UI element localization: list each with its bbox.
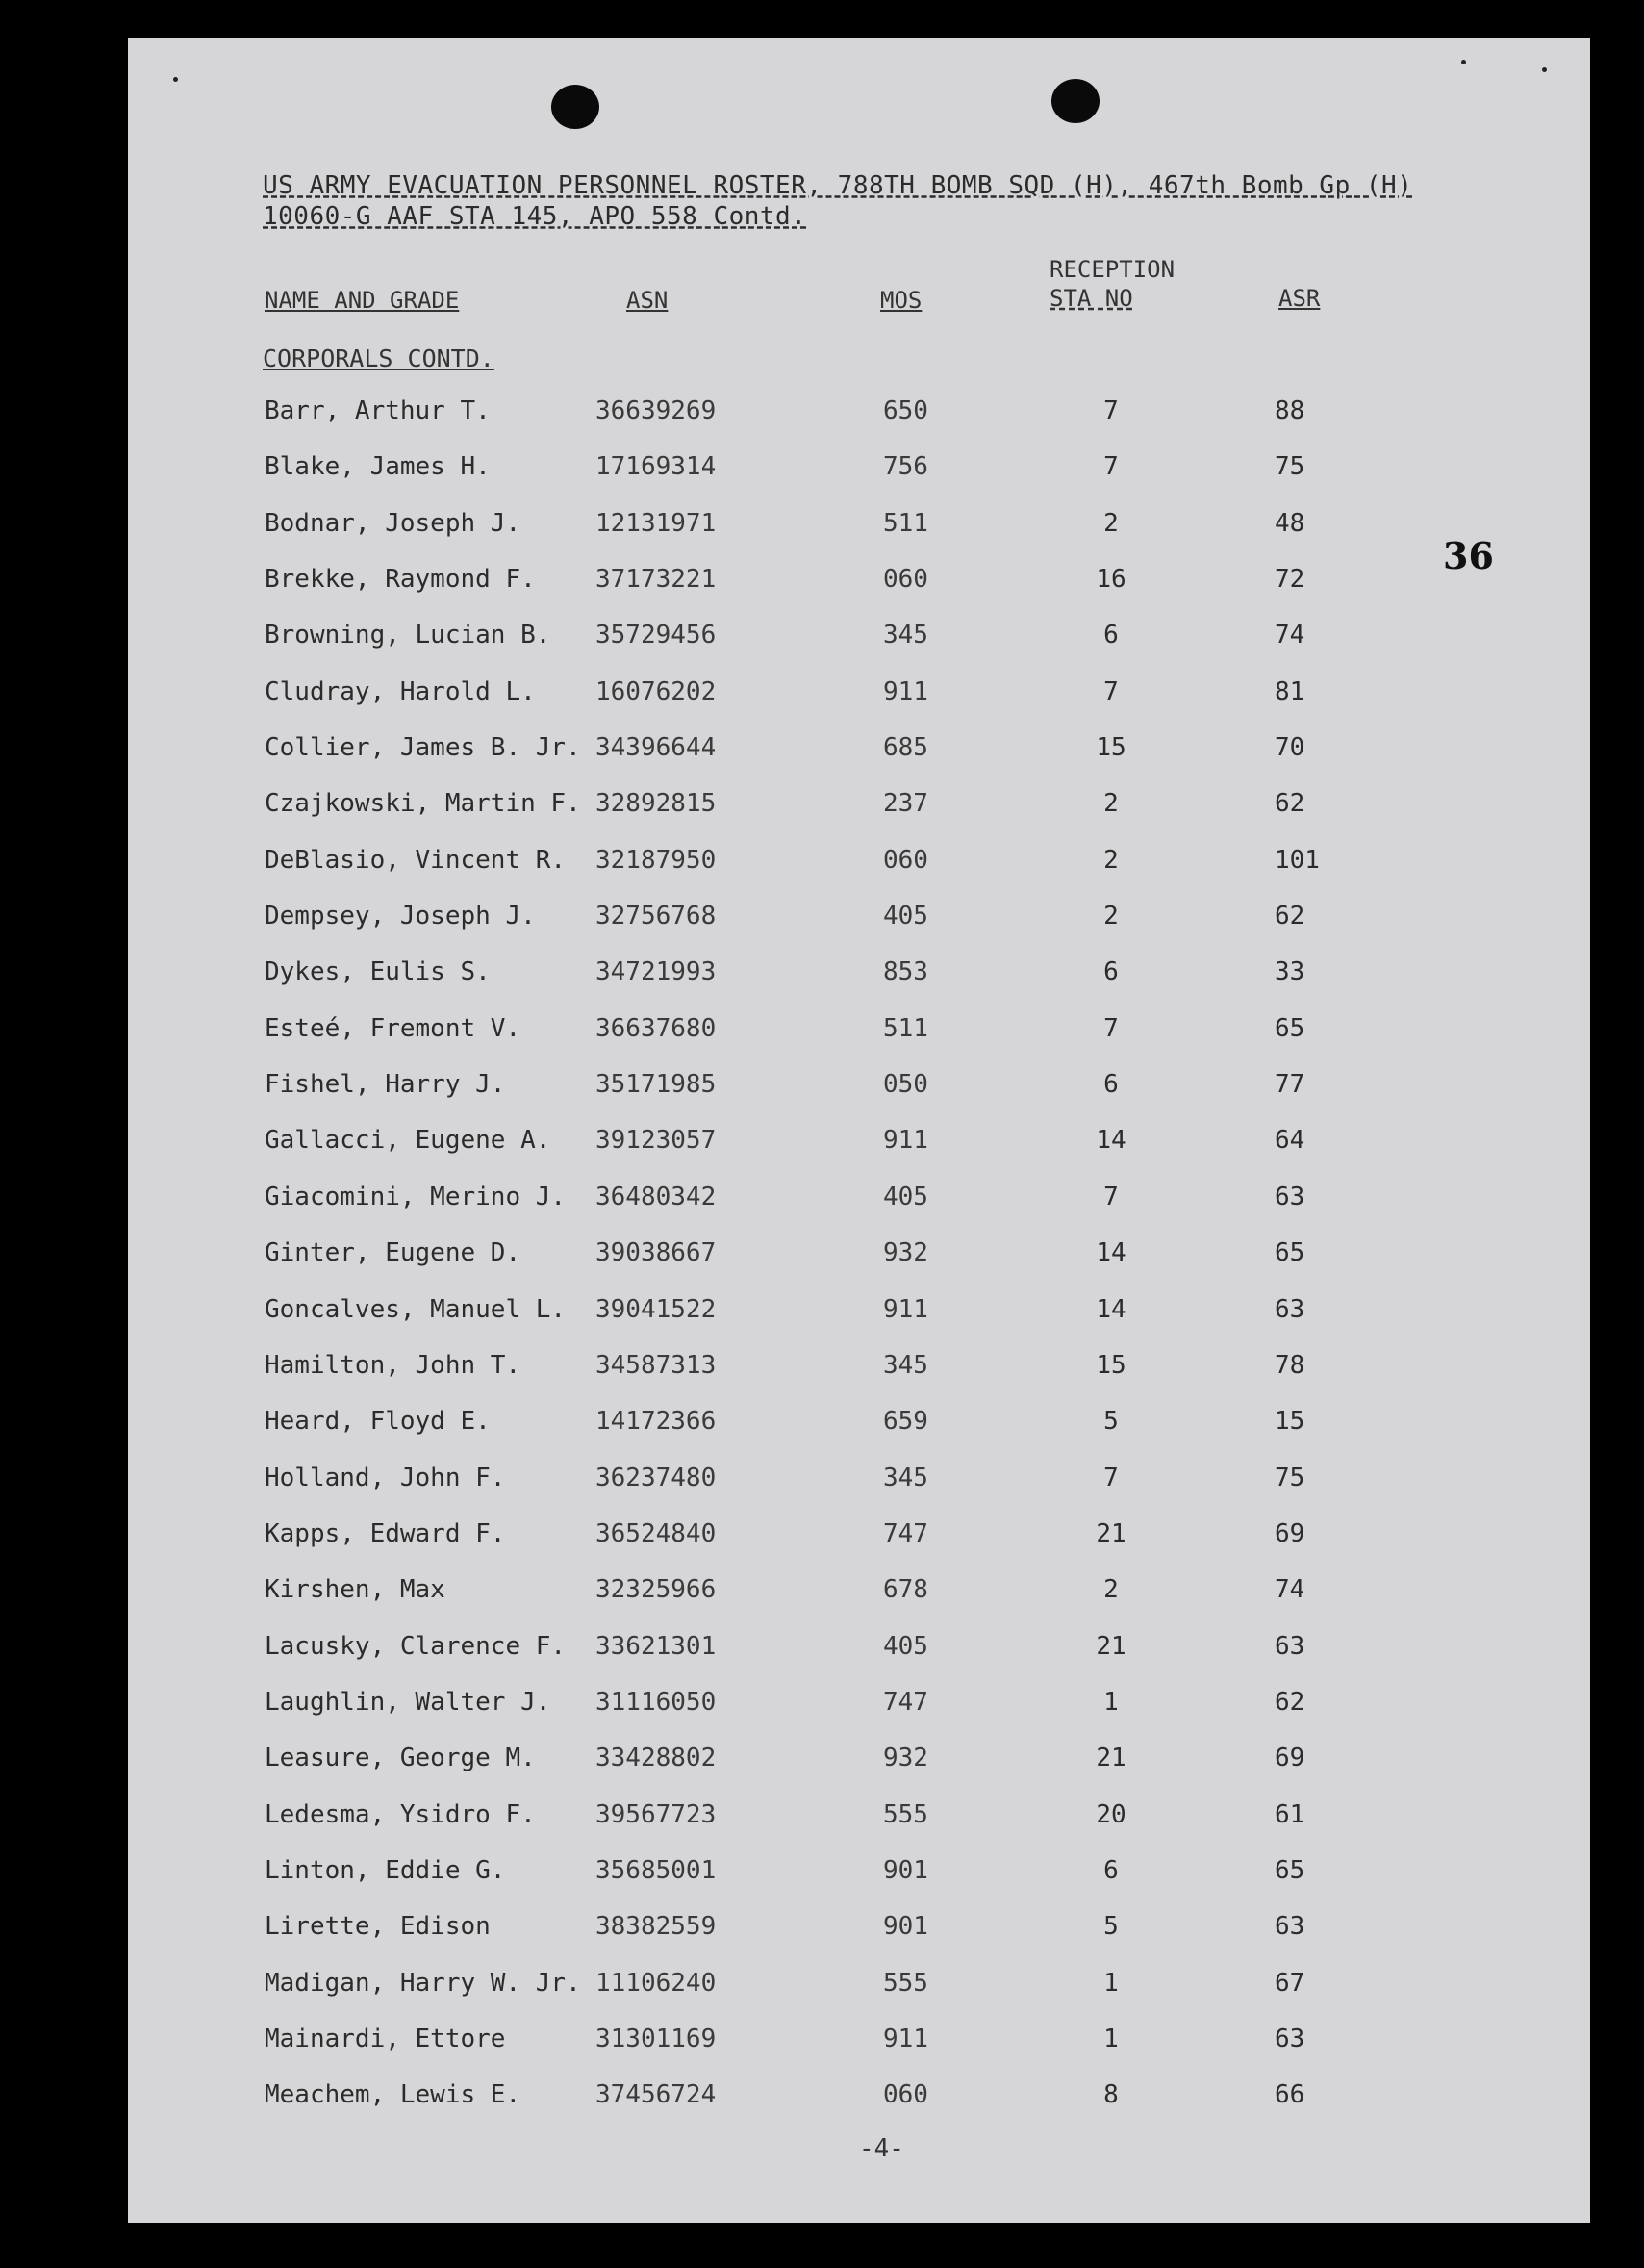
cell-reception-sta: 2 [1103,845,1119,875]
punch-hole [551,85,599,129]
cell-reception-sta: 7 [1103,1182,1119,1211]
cell-reception-sta: 6 [1103,1070,1119,1100]
cell-asr: 69 [1275,1518,1305,1548]
cell-reception-sta: 2 [1103,508,1119,538]
cell-name: Giacomini, Merino J. [265,1182,567,1211]
cell-name: Mainardi, Ettore [265,2024,506,2053]
cell-asn: 36639269 [595,396,717,425]
cell-asr: 63 [1275,1294,1305,1324]
cell-asn: 34721993 [595,957,717,987]
cell-name: Lirette, Edison [265,1912,491,1942]
cell-asr: 65 [1275,1013,1305,1043]
cell-asn: 34587313 [595,1350,717,1380]
cell-asn: 31116050 [595,1687,717,1717]
cell-asr: 62 [1275,902,1305,931]
cell-asn: 36237480 [595,1463,717,1492]
section-label: CORPORALS CONTD. [263,344,494,372]
cell-mos: 932 [883,1744,928,1773]
cell-mos: 911 [883,2024,928,2053]
cell-mos: 911 [883,1126,928,1156]
cell-mos: 932 [883,1238,928,1268]
cell-asn: 37173221 [595,565,717,595]
cell-reception-sta: 2 [1103,902,1119,931]
cell-asr: 63 [1275,1182,1305,1211]
table-row [128,1395,1590,1451]
table-row [128,834,1590,890]
cell-reception-sta: 7 [1103,452,1119,482]
cell-asn: 16076202 [595,676,717,706]
cell-asr: 66 [1275,2080,1305,2110]
cell-asr: 70 [1275,733,1305,763]
cell-name: Cludray, Harold L. [265,676,536,706]
cell-name: Barr, Arthur T. [265,396,491,425]
cell-name: Blake, James H. [265,452,491,482]
column-header-reception: RECEPTION [1050,256,1176,283]
cell-mos: 345 [883,621,928,650]
cell-reception-sta: 2 [1103,1575,1119,1605]
cell-mos: 678 [883,1575,928,1605]
cell-asr: 67 [1275,1968,1305,1998]
document-title-line-2: 10060-G AAF STA 145, APO 558 Contd. [263,202,807,231]
cell-asn: 35171985 [595,1070,717,1100]
cell-name: Gallacci, Eugene A. [265,1126,551,1156]
table-row [128,1676,1590,1732]
cell-mos: 405 [883,902,928,931]
table-row [128,1789,1590,1845]
cell-asr: 65 [1275,1238,1305,1268]
cell-asn: 32187950 [595,845,717,875]
cell-name: Dempsey, Joseph J. [265,902,536,931]
table-row [128,1508,1590,1564]
cell-mos: 901 [883,1912,928,1942]
cell-name: Meachem, Lewis E. [265,2080,521,2110]
cell-name: Hamilton, John T. [265,1350,521,1380]
table-row [128,1732,1590,1788]
table-row [128,1003,1590,1058]
cell-asn: 33428802 [595,1744,717,1773]
cell-mos: 555 [883,1799,928,1829]
cell-reception-sta: 15 [1096,1350,1126,1380]
cell-reception-sta: 21 [1096,1744,1126,1773]
cell-mos: 911 [883,1294,928,1324]
cell-reception-sta: 21 [1096,1518,1126,1548]
cell-asr: 81 [1275,676,1305,706]
cell-name: Esteé, Fremont V. [265,1013,521,1043]
cell-mos: 405 [883,1631,928,1661]
cell-mos: 901 [883,1855,928,1885]
cell-mos: 511 [883,1013,928,1043]
cell-asn: 35685001 [595,1855,717,1885]
cell-asr: 62 [1275,789,1305,819]
speck [1461,60,1466,64]
cell-mos: 345 [883,1350,928,1380]
cell-asr: 63 [1275,1631,1305,1661]
cell-name: Goncalves, Manuel L. [265,1294,567,1324]
cell-reception-sta: 15 [1096,733,1126,763]
cell-reception-sta: 5 [1103,1912,1119,1942]
cell-asr: 72 [1275,565,1305,595]
cell-asr: 15 [1275,1407,1305,1437]
speck [1542,67,1547,72]
cell-asr: 65 [1275,1855,1305,1885]
table-row [128,497,1590,553]
cell-name: Bodnar, Joseph J. [265,508,521,538]
cell-asr: 77 [1275,1070,1305,1100]
column-header-mos: MOS [880,287,923,314]
cell-mos: 050 [883,1070,928,1100]
cell-reception-sta: 20 [1096,1799,1126,1829]
table-row [128,1452,1590,1508]
cell-asn: 34396644 [595,733,717,763]
cell-name: Laughlin, Walter J. [265,1687,551,1717]
cell-asn: 35729456 [595,621,717,650]
cell-reception-sta: 1 [1103,1687,1119,1717]
cell-reception-sta: 2 [1103,789,1119,819]
cell-asn: 12131971 [595,508,717,538]
table-row [128,1058,1590,1114]
cell-reception-sta: 6 [1103,621,1119,650]
cell-asn: 39123057 [595,1126,717,1156]
table-row [128,666,1590,722]
cell-asn: 14172366 [595,1407,717,1437]
cell-mos: 747 [883,1518,928,1548]
cell-asr: 62 [1275,1687,1305,1717]
table-row [128,1171,1590,1227]
cell-name: Linton, Eddie G. [265,1855,506,1885]
cell-asn: 36637680 [595,1013,717,1043]
cell-reception-sta: 6 [1103,957,1119,987]
punch-hole [1051,79,1100,123]
table-row [128,1845,1590,1900]
cell-asr: 75 [1275,1463,1305,1492]
cell-asn: 39038667 [595,1238,717,1268]
cell-asn: 33621301 [595,1631,717,1661]
cell-reception-sta: 14 [1096,1238,1126,1268]
table-row [128,385,1590,441]
table-row [128,1227,1590,1283]
column-header-asn: ASN [626,287,669,314]
stamp-number: 36 [1443,534,1494,577]
table-row [128,1957,1590,2013]
cell-asn: 36480342 [595,1182,717,1211]
cell-asr: 61 [1275,1799,1305,1829]
cell-mos: 511 [883,508,928,538]
table-row [128,1114,1590,1170]
cell-reception-sta: 6 [1103,1855,1119,1885]
cell-asn: 32892815 [595,789,717,819]
cell-reception-sta: 7 [1103,396,1119,425]
cell-asr: 75 [1275,452,1305,482]
page-number: -4- [859,2134,904,2163]
cell-asr: 63 [1275,2024,1305,2053]
table-row [128,441,1590,497]
cell-name: DeBlasio, Vincent R. [265,845,567,875]
cell-asr: 88 [1275,396,1305,425]
table-row [128,777,1590,833]
cell-mos: 659 [883,1407,928,1437]
column-header-sta-no: STA NO [1050,285,1133,312]
cell-name: Dykes, Eulis S. [265,957,491,987]
cell-name: Leasure, George M. [265,1744,536,1773]
table-row [128,1284,1590,1339]
cell-asr: 74 [1275,621,1305,650]
table-row [128,1339,1590,1395]
table-row [128,2069,1590,2125]
cell-asn: 39041522 [595,1294,717,1324]
cell-name: Kirshen, Max [265,1575,445,1605]
document-page [128,38,1590,2223]
cell-name: Fishel, Harry J. [265,1070,506,1100]
table-row [128,722,1590,777]
cell-asn: 38382559 [595,1912,717,1942]
cell-asn: 32325966 [595,1575,717,1605]
cell-reception-sta: 7 [1103,676,1119,706]
cell-name: Browning, Lucian B. [265,621,551,650]
cell-name: Madigan, Harry W. Jr. [265,1968,581,1998]
cell-mos: 747 [883,1687,928,1717]
cell-mos: 405 [883,1182,928,1211]
cell-name: Brekke, Raymond F. [265,565,536,595]
cell-asr: 101 [1275,845,1320,875]
cell-mos: 237 [883,789,928,819]
cell-name: Holland, John F. [265,1463,506,1492]
table-row [128,1620,1590,1676]
cell-reception-sta: 7 [1103,1013,1119,1043]
table-row [128,2013,1590,2069]
cell-name: Ledesma, Ysidro F. [265,1799,536,1829]
cell-reception-sta: 14 [1096,1294,1126,1324]
column-header-asr: ASR [1278,285,1321,312]
cell-mos: 853 [883,957,928,987]
cell-mos: 060 [883,2080,928,2110]
cell-name: Kapps, Edward F. [265,1518,506,1548]
cell-asr: 63 [1275,1912,1305,1942]
cell-asr: 78 [1275,1350,1305,1380]
cell-reception-sta: 16 [1096,565,1126,595]
cell-name: Ginter, Eugene D. [265,1238,521,1268]
table-row [128,1900,1590,1956]
cell-asn: 11106240 [595,1968,717,1998]
cell-mos: 555 [883,1968,928,1998]
cell-asr: 64 [1275,1126,1305,1156]
cell-reception-sta: 1 [1103,1968,1119,1998]
cell-reception-sta: 14 [1096,1126,1126,1156]
cell-mos: 756 [883,452,928,482]
cell-asn: 37456724 [595,2080,717,2110]
roster-table [128,385,1590,2126]
cell-asn: 39567723 [595,1799,717,1829]
cell-mos: 345 [883,1463,928,1492]
table-row [128,1564,1590,1619]
cell-name: Czajkowski, Martin F. [265,789,581,819]
cell-name: Heard, Floyd E. [265,1407,491,1437]
cell-mos: 911 [883,676,928,706]
cell-asn: 32756768 [595,902,717,931]
column-header-name: NAME AND GRADE [265,287,460,314]
table-row [128,946,1590,1002]
cell-asr: 48 [1275,508,1305,538]
table-row [128,890,1590,946]
document-title-line-1: US ARMY EVACUATION PERSONNEL ROSTER, 788TH BOMB SQD (H), 467th Bomb Gp (H) [263,171,1413,200]
cell-asn: 31301169 [595,2024,717,2053]
cell-mos: 060 [883,565,928,595]
cell-mos: 650 [883,396,928,425]
cell-asn: 17169314 [595,452,717,482]
table-row [128,553,1590,609]
cell-asr: 74 [1275,1575,1305,1605]
cell-reception-sta: 8 [1103,2080,1119,2110]
cell-asr: 69 [1275,1744,1305,1773]
cell-name: Lacusky, Clarence F. [265,1631,567,1661]
cell-reception-sta: 5 [1103,1407,1119,1437]
cell-reception-sta: 7 [1103,1463,1119,1492]
speck [173,77,178,82]
cell-reception-sta: 1 [1103,2024,1119,2053]
cell-asn: 36524840 [595,1518,717,1548]
cell-mos: 060 [883,845,928,875]
table-row [128,609,1590,665]
cell-mos: 685 [883,733,928,763]
cell-reception-sta: 21 [1096,1631,1126,1661]
cell-asr: 33 [1275,957,1305,987]
cell-name: Collier, James B. Jr. [265,733,581,763]
